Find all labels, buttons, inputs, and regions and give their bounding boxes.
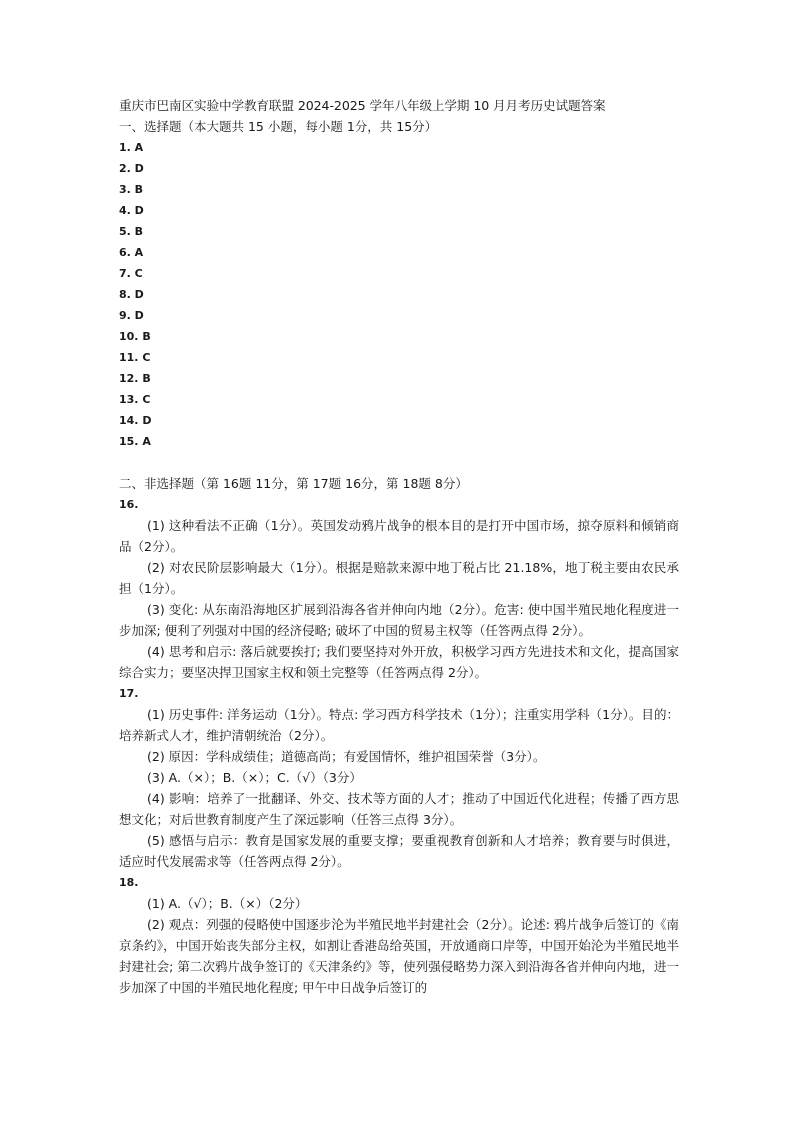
q17-part-3: (3) A.（×）；B.（×）；C.（√）（3分）: [147, 770, 362, 785]
answer-list: [119, 137, 679, 452]
answer-item: 8. D: [119, 288, 144, 301]
section1-heading: 一、选择题（本大题共 15 小题，每小题 1分，共 15分）: [119, 119, 438, 134]
answer-item: 15. A: [119, 435, 151, 448]
q18-part-2: (2) 观点：列强的侵略使中国逐步沦为半殖民地半封建社会（2分）。论述: 鸦片战争后签订的《南京条约》，中国开始丧失部分主权，如割让香港岛给英国，开放通商口岸等，中国开始沦为半殖民地半封建社会; 第二次鸦片战争签订的《天津条约》等，使列强侵略势力深入到沿海各省并伸向内地，进一步加深了中国的半殖民地化程度; 甲午中日战争后签订的: [119, 917, 679, 995]
q17-part-4: (4) 影响：培养了一批翻译、外交、技术等方面的人才；推动了中国近代化进程；传播了西方思想文化；对后世教育制度产生了深远影响（任答三点得 3分）。: [119, 791, 679, 827]
section2-heading: 二、非选择题（第 16题 11分，第 17题 16分，第 18题 8分）: [119, 476, 468, 491]
answer-item: 13. C: [119, 393, 151, 406]
q17-part-5: (5) 感悟与启示：教育是国家发展的重要支撑；要重视教育创新和人才培养；教育要与时俱进，适应时代发展需求等（任答两点得 2分）。: [119, 833, 679, 869]
answer-item: 10. B: [119, 330, 151, 343]
q16-part-3: (3) 变化: 从东南沿海地区扩展到沿海各省并伸向内地（2分）。危害: 使中国半殖民地化程度进一步加深; 便利了列强对中国的经济侵略; 破坏了中国的贸易主权等（任答两点得 2分）。: [119, 602, 679, 638]
question-16-number: 16.: [119, 498, 139, 511]
document-title: 重庆市巴南区实验中学教育联盟 2024-2025 学年八年级上学期 10 月月考历史试题答案: [119, 98, 606, 113]
answer-item: 4. D: [119, 204, 144, 217]
answer-item: 2. D: [119, 162, 144, 175]
q16-part-2: (2) 对农民阶层影响最大（1分）。根据是赔款来源中地丁税占比 21.18%，地丁税主要由农民承担（1分）。: [119, 560, 679, 596]
question-17-number: 17.: [119, 687, 139, 700]
answer-item: 5. B: [119, 225, 144, 238]
answer-item: 1. A: [119, 141, 144, 154]
q17-part-1: (1) 历史事件: 洋务运动（1分）。特点: 学习西方科学技术（1分）；注重实用学科（1分）。目的：培养新式人才，维护清朝统治（2分）。: [119, 707, 679, 743]
q17-part-2: (2) 原因：学科成绩佳；道德高尚；有爱国情怀，维护祖国荣誉（3分）。: [147, 749, 546, 764]
answer-item: 7. C: [119, 267, 143, 280]
section-spacer: [119, 452, 679, 473]
answer-item: 12. B: [119, 372, 151, 385]
q16-part-1: (1) 这种看法不正确（1分）。英国发动鸦片战争的根本目的是打开中国市场，掠夺原料和倾销商品（2分）。: [119, 518, 679, 554]
q16-part-4: (4) 思考和启示: 落后就要挨打; 我们要坚持对外开放，积极学习西方先进技术和文化，提高国家综合实力；要坚决捍卫国家主权和领土完整等（任答两点得 2分）。: [119, 644, 679, 680]
answer-item: 6. A: [119, 246, 144, 259]
question-18-number: 18.: [119, 876, 139, 889]
q18-part-1: (1) A.（√）；B.（×）（2分）: [147, 896, 308, 911]
answer-item: 14. D: [119, 414, 152, 427]
answer-item: 9. D: [119, 309, 144, 322]
answer-item: 3. B: [119, 183, 144, 196]
answer-item: 11. C: [119, 351, 151, 364]
answer-document: [119, 95, 679, 998]
